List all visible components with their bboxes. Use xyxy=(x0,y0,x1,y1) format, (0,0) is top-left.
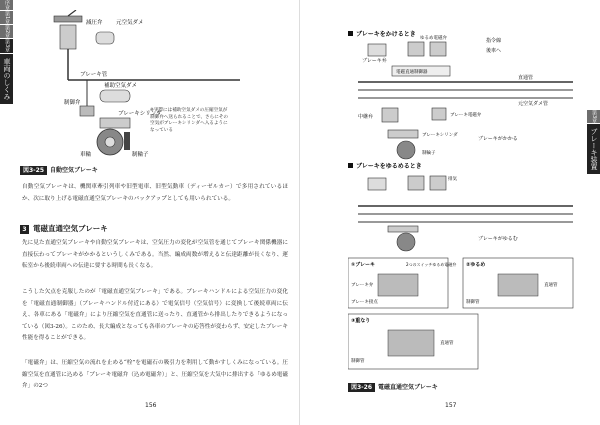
figure-number: 図3-25 xyxy=(20,166,47,175)
detail-1-contact: ブレーキ接点 xyxy=(351,300,378,305)
label-to-rear: 後車へ xyxy=(486,48,502,54)
detail-2-control-pipe: 制御管 xyxy=(466,300,480,305)
figure-caption xyxy=(348,382,438,391)
label-em-controller: 電磁直通制御器 xyxy=(396,70,428,75)
detail-3-straight-pipe: 直通管 xyxy=(440,341,454,346)
side-tab: 第1章 xyxy=(0,11,13,24)
side-tab: 序章 xyxy=(0,0,13,10)
figure-title: 自動空気ブレーキ xyxy=(50,167,98,174)
detail-1-sub: 2つのスイッチゆるめ電磁弁 xyxy=(406,262,457,267)
paragraph: 先に見た直通空気ブレーキや自動空気ブレーキは、空気圧力の変化が空気管を通じてブレーキ関係機器に直接伝わってブレーキがかかるというしくみである。当然、編成両数が増えると伝達距離が長くなり、運転室から後続車両への伝達に要する時間も長くなる。 xyxy=(22,240,288,269)
detail-3-control-pipe: 制御管 xyxy=(351,359,365,364)
right-page xyxy=(300,0,600,425)
detail-2-straight-pipe: 直通管 xyxy=(544,283,558,288)
figure-caption xyxy=(20,165,98,174)
label-brake-pipe: ブレーキ管 xyxy=(80,72,108,78)
automatic-air-brake-diagram xyxy=(40,10,290,160)
label-brake-shoe: 制輪子 xyxy=(132,152,149,158)
paragraph: 「電磁弁」は、圧縮空気の流れを止める“栓”を電磁石の吸引力を利用して動かすしくみになっている。圧縮空気を直通管に込める「ブレーキ電磁弁（込め電磁弁）」と、圧縮空気を大気中に排出する「ゆるめ電磁弁」の2つ xyxy=(22,360,288,389)
label-reservoir: 元空気ダメ xyxy=(116,20,144,26)
paragraph: こうした欠点を克服したのが「電磁直通空気ブレーキ」である。ブレーキハンドルによる空気圧力の変化を「電磁直通制御器」（ブレーキハンドル付近にある）で電気信号（空気信号）に変換して後続車両に伝え、各車にある「電磁弁」により圧縮空気を直通管に送ったり、直通管から排出したりできるようになっている（図3-26）。このため、長大編成となっても各車のブレーキの応答性が変わらず、安定したブレーキ性能を得ることができる。 xyxy=(22,289,288,341)
figure-number: 図3-26 xyxy=(348,383,375,392)
fig-b-title: ブレーキをゆるめるとき xyxy=(356,163,422,170)
label-brake-valve: ブレーキ弁 xyxy=(362,58,387,64)
label-wheel: 車輪 xyxy=(80,152,92,158)
label-command-wire: 指令線 xyxy=(486,38,502,44)
label-brake-cyl: ブレーキシリンダ xyxy=(422,133,458,138)
side-tab: 第3章 xyxy=(587,110,600,123)
section-heading xyxy=(20,223,108,234)
side-tab-title: ブレーキ装置 xyxy=(587,124,600,174)
em-straight-air-brake-diagram xyxy=(348,30,583,375)
page-number: 157 xyxy=(445,402,457,409)
section-number: 3 xyxy=(20,225,29,234)
figure-title: 電磁直通空気ブレーキ xyxy=(378,384,438,391)
side-tab: 第2章 xyxy=(0,25,13,38)
detail-2-title: ②ゆるめ xyxy=(466,262,486,268)
detail-1-title: ①ブレーキ xyxy=(351,262,376,268)
label-brake-cylinder: ブレーキシリンダ xyxy=(118,111,162,117)
side-tab: 第3章 xyxy=(0,39,13,52)
label-relay: 中継弁 xyxy=(358,114,374,120)
label-applies: ブレーキがかかる xyxy=(478,136,518,142)
label-releases: ブレーキがゆるむ xyxy=(478,236,518,242)
label-main-res-pipe: 元空気ダメ管 xyxy=(518,101,549,107)
label-control-valve: 制御弁 xyxy=(64,100,81,106)
page-number: 156 xyxy=(145,402,157,409)
label-aux-reservoir: 補助空気ダメ xyxy=(104,83,138,89)
label-relay-valve: ゆるめ電磁弁 xyxy=(420,36,447,41)
label-straight-pipe: 直通管 xyxy=(518,75,534,81)
section-title: 電磁直通空気ブレーキ xyxy=(33,224,108,233)
detail-3-title: ③重なり xyxy=(351,318,371,324)
label-exhaust: 排気 xyxy=(448,177,457,182)
label-shoe: 制輪子 xyxy=(422,151,436,156)
fig-a-title: ブレーキをかけるとき xyxy=(356,31,416,38)
figure-note: ※実際には補助空気ダメの圧縮空気が制御弁へ送られることで、さらにその空気がブレーキシリンダへ入るようになっている xyxy=(150,108,229,133)
chapter-side-tabs xyxy=(0,0,13,105)
side-tab-title: 車両のしくみ xyxy=(0,54,13,104)
paragraph: 自動空気ブレーキは、機関車牽引列車や旧型電車、旧型気動車（ディーゼルカー）で多用されているほか、次に取り上げる電磁直通空気ブレーキのバックアップとしても用いられている。 xyxy=(22,184,288,202)
detail-1-brake-valve: ブレーキ弁 xyxy=(351,283,374,288)
chapter-side-tabs xyxy=(587,110,600,175)
label-brake-valve: 減圧弁 xyxy=(86,20,103,26)
label-brake-solenoid: ブレーキ電磁弁 xyxy=(450,113,482,118)
